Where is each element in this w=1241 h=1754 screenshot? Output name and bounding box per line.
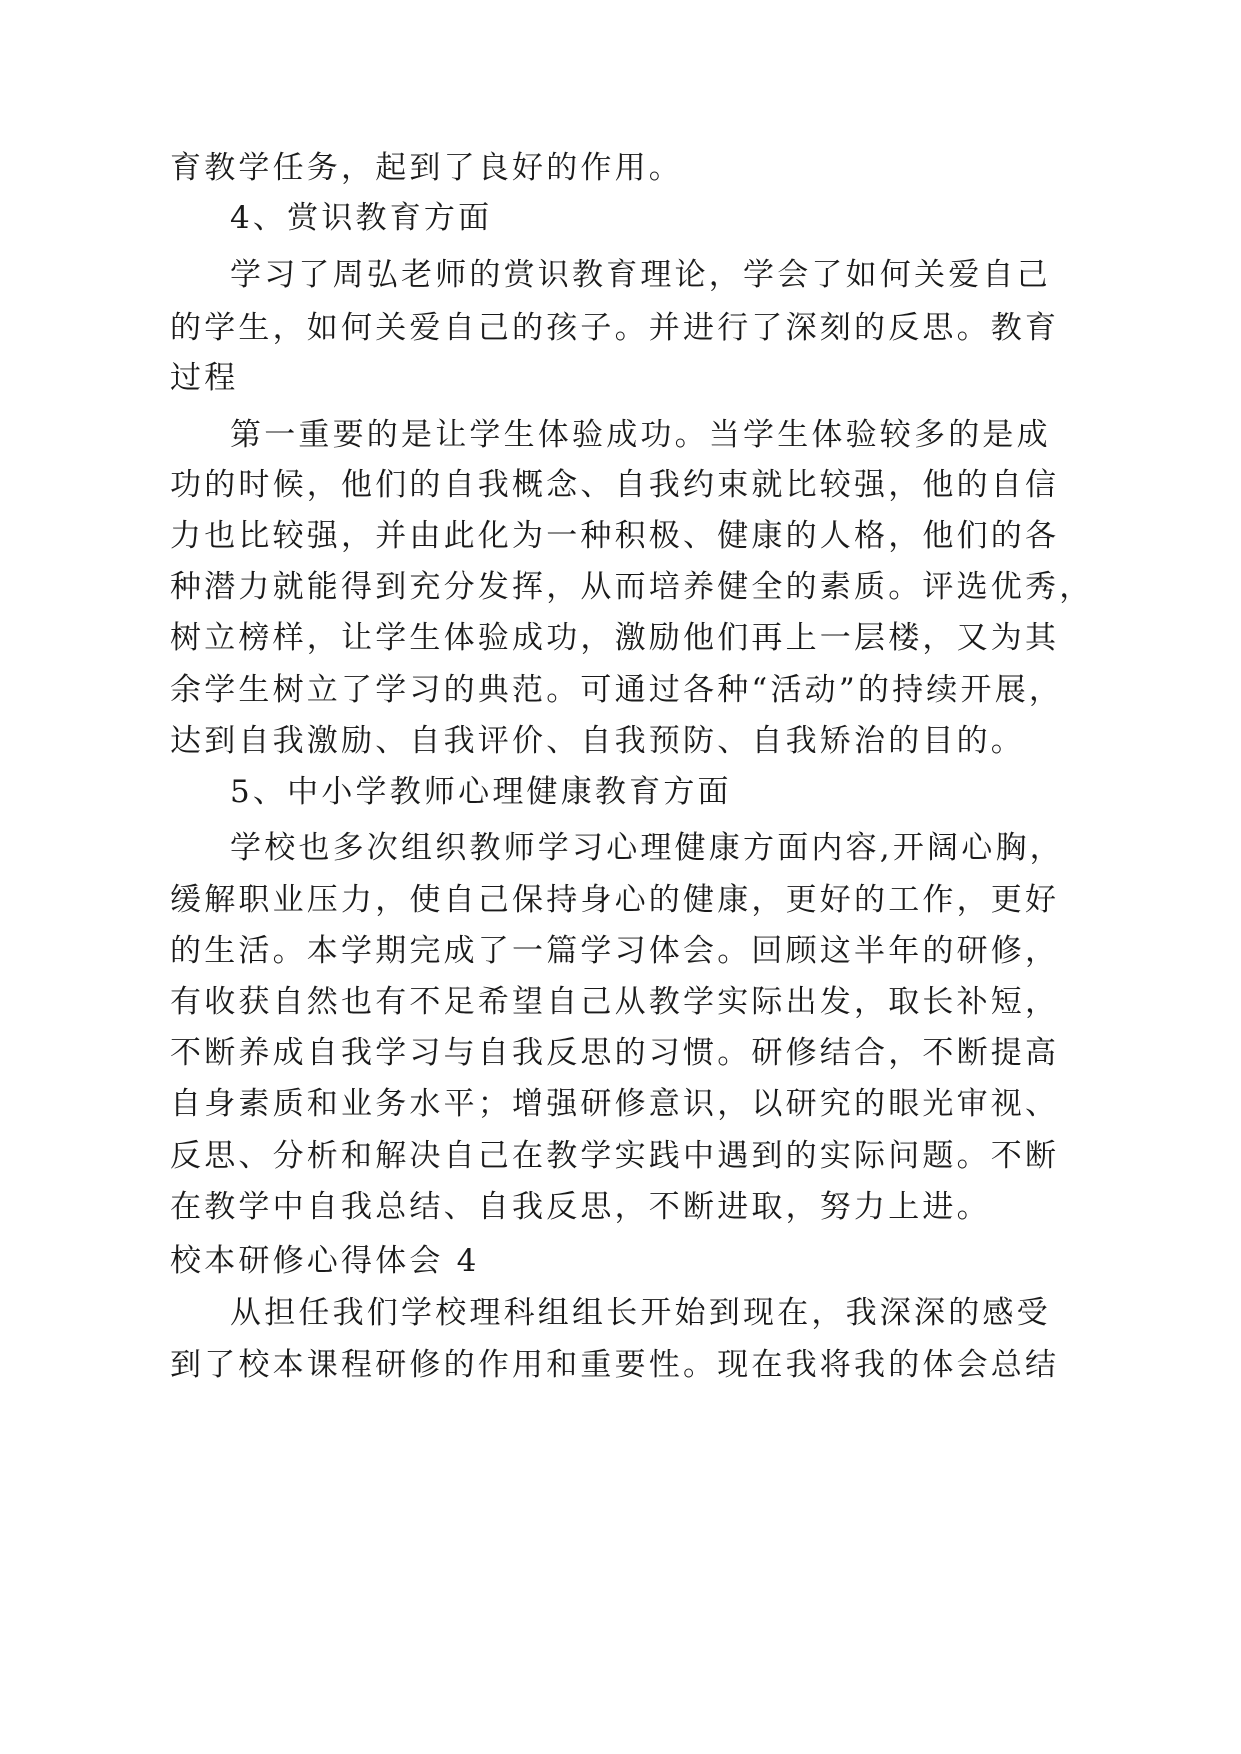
section-heading: 4、赏识教育方面 xyxy=(230,200,493,236)
text-line: 在教学中自我总结、自我反思，不断进取，努力上进。 xyxy=(170,1189,991,1225)
text-line: 力也比较强，并由此化为一种积极、健康的人格，他们的各 xyxy=(170,518,1060,554)
section-heading: 5、中小学教师心理健康教育方面 xyxy=(230,774,732,810)
text-line: 学校也多次组织教师学习心理健康方面内容,开阔心胸， xyxy=(230,830,1064,866)
text-line: 的生活。本学期完成了一篇学习体会。回顾这半年的研修， xyxy=(170,933,1060,969)
text-line: 树立榜样，让学生体验成功，激励他们再上一层楼，又为其 xyxy=(170,620,1060,656)
text-line: 从担任我们学校理科组组长开始到现在，我深深的感受 xyxy=(230,1295,1051,1331)
text-line: 第一重要的是让学生体验成功。当学生体验较多的是成 xyxy=(230,417,1051,453)
text-line: 过程 xyxy=(170,360,239,396)
text-line: 种潜力就能得到充分发挥，从而培养健全的素质。评选优秀， xyxy=(170,569,1094,605)
text-line: 反思、分析和解决自己在教学实践中遇到的实际问题。不断 xyxy=(170,1138,1060,1174)
text-line: 达到自我激励、自我评价、自我预防、自我矫治的目的。 xyxy=(170,723,1025,759)
text-line: 余学生树立了学习的典范。可通过各种“活动”的持续开展， xyxy=(170,672,1064,708)
text-line: 自身素质和业务水平；增强研修意识，以研究的眼光审视、 xyxy=(170,1086,1060,1122)
text-line: 学习了周弘老师的赏识教育理论，学会了如何关爱自己 xyxy=(230,257,1051,293)
text-line: 有收获自然也有不足希望自己从教学实际出发，取长补短， xyxy=(170,984,1060,1020)
text-line: 育教学任务，起到了良好的作用。 xyxy=(170,150,683,186)
text-line: 的学生，如何关爱自己的孩子。并进行了深刻的反思。教育 xyxy=(170,310,1060,346)
text-line: 功的时候，他们的自我概念、自我约束就比较强，他的自信 xyxy=(170,467,1060,503)
document-heading: 校本研修心得体会 4 xyxy=(170,1243,480,1279)
text-line: 缓解职业压力，使自己保持身心的健康，更好的工作，更好 xyxy=(170,882,1060,918)
text-line: 不断养成自我学习与自我反思的习惯。研修结合，不断提高 xyxy=(170,1035,1060,1071)
text-line: 到了校本课程研修的作用和重要性。现在我将我的体会总结 xyxy=(170,1347,1060,1383)
